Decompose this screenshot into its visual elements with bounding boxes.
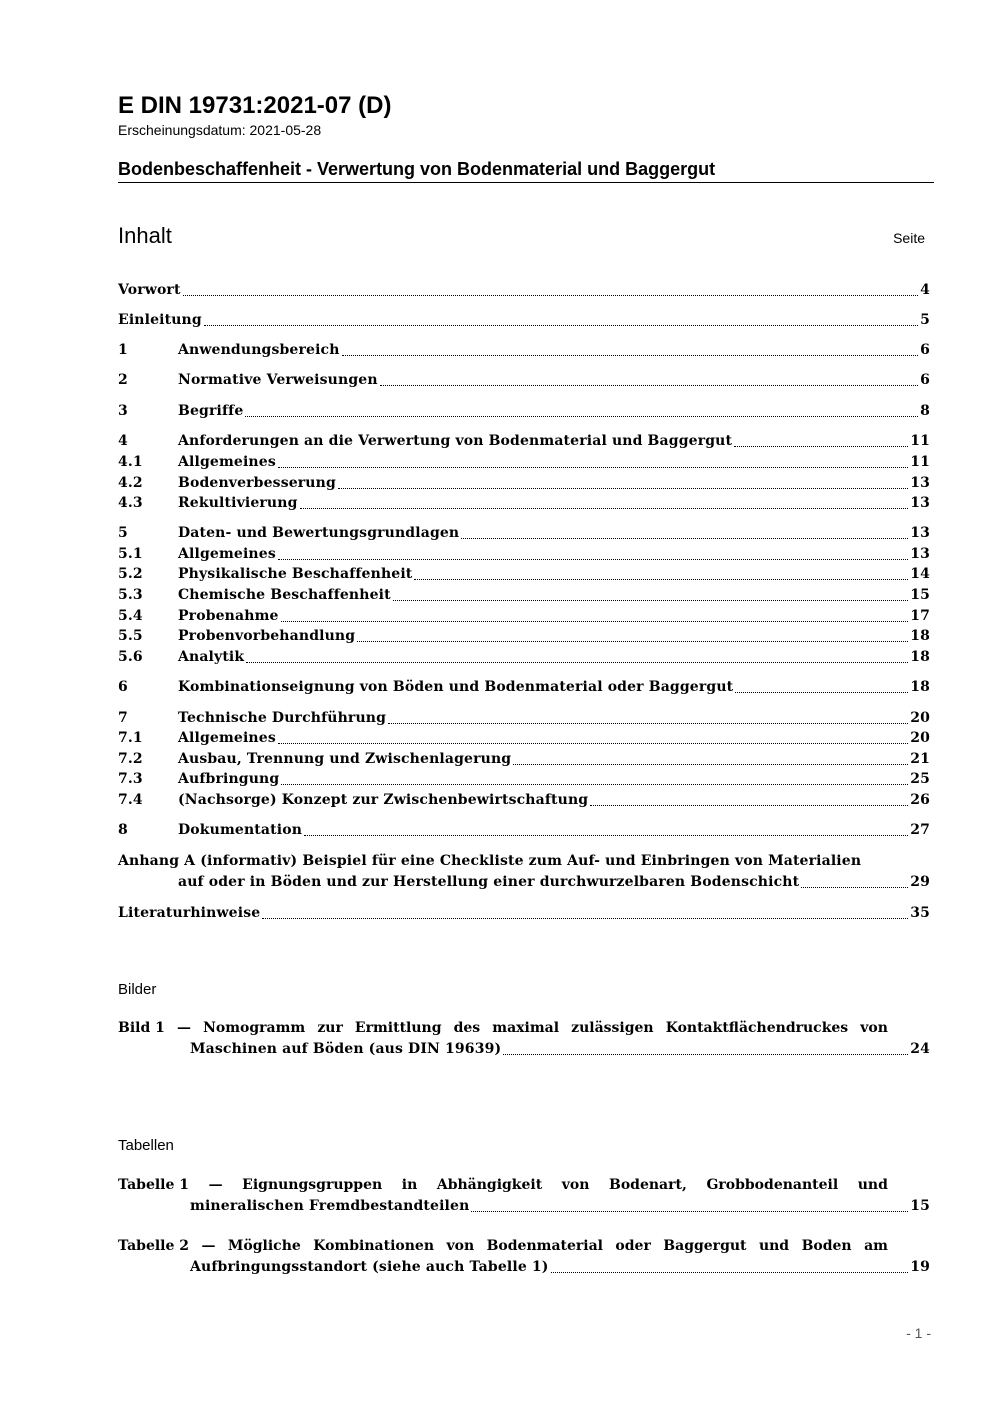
- table-caption-word: —: [201, 1238, 216, 1254]
- table-entry-line1[interactable]: [118, 1175, 888, 1195]
- table-caption-continuation: Aufbringungsstandort (siehe auch Tabelle 1): [190, 1259, 549, 1275]
- table-caption-word: und: [857, 1177, 888, 1193]
- figure-caption-word: —: [176, 1020, 191, 1036]
- toc-leader-dots: [461, 533, 908, 539]
- toc-leader-dots: [281, 779, 908, 785]
- table-page: 19: [910, 1259, 930, 1275]
- toc-entry-number: 7.4: [118, 792, 143, 808]
- toc-entry-number: 4.1: [118, 454, 143, 470]
- toc-leader-dots: [471, 1206, 908, 1212]
- table-caption-word: am: [864, 1238, 888, 1254]
- table-caption-word: Abhängigkeit: [436, 1177, 543, 1193]
- toc-entry-title: Chemische Beschaffenheit: [178, 587, 391, 603]
- publication-date: Erscheinungsdatum: 2021-05-28: [118, 122, 322, 138]
- figure-caption-continuation: Maschinen auf Böden (aus DIN 19639): [190, 1041, 502, 1057]
- toc-entry-title: Allgemeines: [178, 454, 276, 470]
- toc-entry-page: 8: [920, 403, 930, 419]
- toc-annex-title-line2: auf oder in Böden und zur Herstellung einer durchwurzelbaren Bodenschicht: [178, 874, 800, 890]
- table-caption-word: Tabelle 2: [118, 1238, 190, 1254]
- toc-entry-number: 5.2: [118, 566, 143, 582]
- toc-leader-dots: [300, 503, 909, 509]
- toc-entry-title: Dokumentation: [178, 822, 303, 838]
- table-page: 15: [910, 1198, 930, 1214]
- toc-entry-title: Anwendungsbereich: [178, 342, 340, 358]
- table-caption-word: von: [561, 1177, 590, 1193]
- page-number: - 1 -: [906, 1325, 931, 1341]
- toc-entry-number: 5: [118, 525, 128, 541]
- toc-entry-page: 13: [910, 546, 930, 562]
- toc-entry-title: Ausbau, Trennung und Zwischenlagerung: [178, 751, 512, 767]
- toc-entry-title: Allgemeines: [178, 546, 276, 562]
- table-caption-continuation: mineralischen Fremdbestandteilen: [190, 1198, 470, 1214]
- toc-entry-title: Aufbringung: [178, 771, 280, 787]
- toc-entry-title: Physikalische Beschaffenheit: [178, 566, 413, 582]
- toc-entry[interactable]: [118, 585, 930, 605]
- figure-entry-line1[interactable]: [118, 1018, 888, 1038]
- toc-leader-dots: [262, 913, 908, 919]
- toc-entry-page: 18: [910, 628, 930, 644]
- tables-heading: Tabellen: [118, 1137, 174, 1154]
- document-title: E DIN 19731:2021-07 (D): [118, 92, 392, 119]
- table-caption-word: oder: [615, 1238, 651, 1254]
- toc-entry[interactable]: [118, 473, 930, 493]
- toc-page-heading: Seite: [893, 230, 925, 246]
- toc-entry[interactable]: [118, 749, 930, 769]
- table-entry-line1[interactable]: [118, 1236, 888, 1256]
- toc-entry[interactable]: [118, 790, 930, 810]
- table-entry-line2[interactable]: [190, 1196, 930, 1216]
- toc-entry-title: Begriffe: [178, 403, 244, 419]
- toc-leader-dots: [388, 718, 908, 724]
- toc-leader-dots: [735, 687, 908, 693]
- table-caption-word: von: [446, 1238, 475, 1254]
- toc-leader-dots: [245, 411, 918, 417]
- toc-entry-number: 6: [118, 679, 128, 695]
- table-caption-word: in: [401, 1177, 418, 1193]
- toc-entry[interactable]: [118, 280, 930, 300]
- figure-caption-word: von: [860, 1020, 888, 1036]
- figure-page: 24: [910, 1041, 930, 1057]
- table-caption-word: Baggergut: [663, 1238, 747, 1254]
- toc-entry-page: 25: [910, 771, 930, 787]
- table-caption-word: und: [758, 1238, 790, 1254]
- toc-entry[interactable]: [118, 523, 930, 543]
- figure-caption-word: Ermittlung: [354, 1020, 442, 1036]
- figure-caption-word: zulässigen: [571, 1020, 654, 1036]
- toc-leader-dots: [357, 636, 908, 642]
- table-caption-word: Bodenart,: [609, 1177, 687, 1193]
- table-caption-word: Boden: [801, 1238, 852, 1254]
- table-caption-word: —: [208, 1177, 223, 1193]
- toc-entry-page: 20: [910, 730, 930, 746]
- toc-entry[interactable]: [118, 340, 930, 360]
- toc-entry-number: 8: [118, 822, 128, 838]
- toc-entry-page: 15: [910, 587, 930, 603]
- toc-entry-page: 13: [910, 475, 930, 491]
- toc-entry-number: 5.4: [118, 608, 143, 624]
- toc-entry[interactable]: [118, 820, 930, 840]
- toc-entry-number: 7.1: [118, 730, 143, 746]
- toc-entry-title: (Nachsorge) Konzept zur Zwischenbewirtschaftung: [178, 792, 589, 808]
- toc-entry[interactable]: [118, 564, 930, 584]
- toc-entry-page: 4: [920, 282, 930, 298]
- toc-entry[interactable]: [118, 626, 930, 646]
- figure-caption-word: Kontaktflächendruckes: [665, 1020, 849, 1036]
- toc-entry-page: 18: [910, 679, 930, 695]
- table-caption-word: Bodenmaterial: [486, 1238, 603, 1254]
- toc-leader-dots: [503, 1049, 908, 1055]
- toc-entry-page: 14: [910, 566, 930, 582]
- toc-annex-title-line1: Anhang A (informativ) Beispiel für eine Checkliste zum Auf- und Einbringen von Materialien: [118, 853, 862, 869]
- toc-entry-page: 6: [920, 372, 930, 388]
- toc-entry[interactable]: [118, 431, 930, 451]
- toc-leader-dots: [414, 574, 908, 580]
- toc-entry-title: Allgemeines: [178, 730, 276, 746]
- toc-entry[interactable]: [118, 606, 930, 626]
- toc-leader-dots: [338, 483, 908, 489]
- figure-caption-word: maximal: [492, 1020, 560, 1036]
- toc-leader-dots: [304, 830, 908, 836]
- toc-entry-number: 5.6: [118, 649, 143, 665]
- figure-caption-word: zur: [317, 1020, 343, 1036]
- toc-leader-dots: [278, 554, 908, 560]
- toc-leader-dots: [734, 441, 908, 447]
- toc-leader-dots: [393, 595, 908, 601]
- toc-leader-dots: [380, 380, 918, 386]
- toc-entry-title: Einleitung: [118, 312, 202, 328]
- toc-entry[interactable]: [118, 401, 930, 421]
- toc-leader-dots: [590, 800, 908, 806]
- toc-entry-title: Rekultivierung: [178, 495, 298, 511]
- toc-entry-title: Probenahme: [178, 608, 279, 624]
- toc-entry-title: Kombinationseignung von Böden und Bodenmaterial oder Baggergut: [178, 679, 734, 695]
- table-caption-word: Grobbodenanteil: [706, 1177, 839, 1193]
- toc-entry-title: Normative Verweisungen: [178, 372, 378, 388]
- toc-leader-dots: [342, 350, 919, 356]
- toc-entry[interactable]: [118, 769, 930, 789]
- table-caption-word: Kombinationen: [313, 1238, 435, 1254]
- toc-leader-dots: [246, 657, 908, 663]
- toc-annex-page: 29: [910, 874, 930, 890]
- header-divider: [118, 182, 934, 183]
- toc-entry-number: 7.2: [118, 751, 143, 767]
- toc-leader-dots: [281, 616, 909, 622]
- toc-entry-title: Analytik: [178, 649, 245, 665]
- toc-entry-number: 5.1: [118, 546, 143, 562]
- toc-entry-page: 26: [910, 792, 930, 808]
- toc-heading: Inhalt: [118, 223, 172, 248]
- toc-entry-number: 1: [118, 342, 128, 358]
- toc-entry-number: 5.3: [118, 587, 143, 603]
- toc-entry-page: 11: [910, 433, 930, 449]
- toc-entry-title: Anforderungen an die Verwertung von Bodenmaterial und Baggergut: [178, 433, 733, 449]
- toc-leader-dots: [278, 738, 908, 744]
- toc-bibliography-title: Literaturhinweise: [118, 905, 261, 921]
- toc-entry[interactable]: [118, 370, 930, 390]
- toc-entry[interactable]: [118, 647, 930, 667]
- toc-entry-number: 3: [118, 403, 128, 419]
- toc-leader-dots: [551, 1267, 909, 1273]
- toc-entry[interactable]: [118, 728, 930, 748]
- toc-entry-number: 5.5: [118, 628, 143, 644]
- toc-entry-title: Bodenverbesserung: [178, 475, 336, 491]
- figures-heading: Bilder: [118, 981, 157, 998]
- toc-entry[interactable]: [118, 310, 930, 330]
- toc-entry[interactable]: [118, 452, 930, 472]
- table-caption-word: Eignungsgruppen: [242, 1177, 383, 1193]
- toc-entry-page: 17: [910, 608, 930, 624]
- toc-leader-dots: [513, 759, 908, 765]
- toc-entry-page: 21: [910, 751, 930, 767]
- toc-leader-dots: [278, 462, 908, 468]
- document-subject: Bodenbeschaffenheit - Verwertung von Bodenmaterial und Baggergut: [118, 159, 716, 179]
- toc-entry-page: 18: [910, 649, 930, 665]
- figure-caption-word: des: [453, 1020, 481, 1036]
- toc-leader-dots: [204, 320, 918, 326]
- toc-entry-number: 7: [118, 710, 128, 726]
- toc-entry-number: 2: [118, 372, 128, 388]
- toc-entry-title: Daten- und Bewertungsgrundlagen: [178, 525, 460, 541]
- table-caption-word: Tabelle 1: [118, 1177, 190, 1193]
- toc-entry-title: Technische Durchführung: [178, 710, 387, 726]
- toc-leader-dots: [801, 882, 908, 888]
- table-entry-line2[interactable]: [190, 1257, 930, 1277]
- toc-annex-line1[interactable]: [118, 851, 930, 871]
- toc-entry-number: 4.2: [118, 475, 143, 491]
- toc-entry-page: 20: [910, 710, 930, 726]
- toc-entry[interactable]: [118, 708, 930, 728]
- toc-entry[interactable]: [118, 544, 930, 564]
- table-caption-word: Mögliche: [227, 1238, 301, 1254]
- toc-entry-page: 5: [920, 312, 930, 328]
- toc-bibliography[interactable]: [118, 903, 930, 923]
- toc-entry-page: 13: [910, 495, 930, 511]
- figure-caption-word: Bild 1: [118, 1020, 165, 1036]
- toc-entry-title: Vorwort: [118, 282, 181, 298]
- toc-bibliography-page: 35: [910, 905, 930, 921]
- toc-entry-page: 27: [910, 822, 930, 838]
- toc-entry-page: 11: [910, 454, 930, 470]
- toc-annex-line2[interactable]: [178, 872, 930, 892]
- toc-entry[interactable]: [118, 493, 930, 513]
- toc-entry-number: 4.3: [118, 495, 143, 511]
- toc-entry-page: 13: [910, 525, 930, 541]
- toc-entry-page: 6: [920, 342, 930, 358]
- toc-entry-number: 7.3: [118, 771, 143, 787]
- figure-entry-line2[interactable]: [190, 1039, 930, 1059]
- figure-caption-word: Nomogramm: [203, 1020, 306, 1036]
- toc-entry[interactable]: [118, 677, 930, 697]
- toc-entry-title: Probenvorbehandlung: [178, 628, 356, 644]
- toc-leader-dots: [183, 290, 919, 296]
- toc-entry-number: 4: [118, 433, 128, 449]
